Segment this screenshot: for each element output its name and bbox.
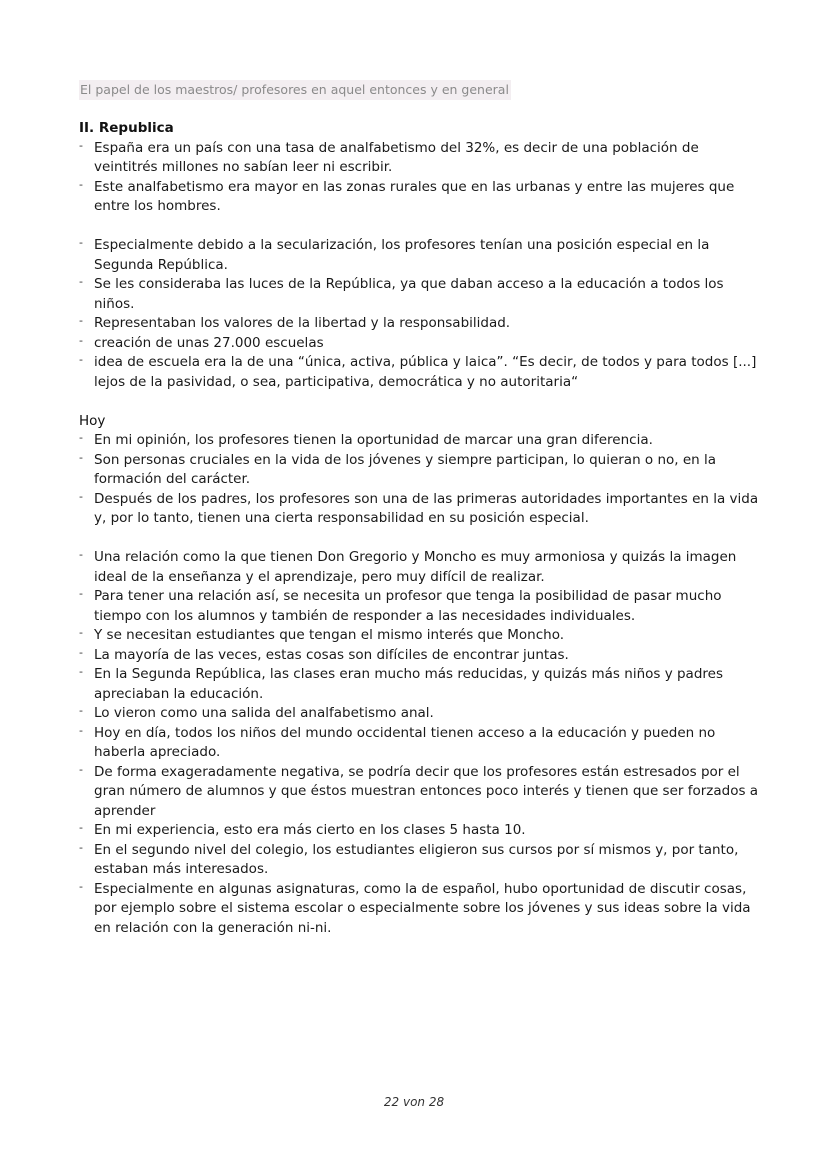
dash-bullet-icon: - [79, 489, 83, 503]
dash-bullet-icon: - [79, 138, 83, 152]
dash-bullet-icon: - [79, 450, 83, 464]
dash-bullet-icon: - [79, 665, 83, 678]
list-item: - Especialmente en algunas asignaturas, como la de español, hubo oportunidad de discutir cosas, por ejemplo sobre el sistema escolar o especialmente sobre los jóvenes y sus ideas sobre la vida en relación con la generación ni-ni. [79, 880, 759, 939]
list-item: - Después de los padres, los profesores son una de las primeras autoridades importantes en la vida y, por lo tanto, tienen una cierta responsabilidad en su posición especial. [79, 490, 759, 529]
dash-bullet-icon: - [79, 645, 83, 659]
section-heading-hoy: Hoy [79, 412, 106, 429]
list-item: - Lo vieron como una salida del analfabetismo anal. [79, 704, 759, 724]
bullet-list [79, 548, 759, 938]
dash-bullet-icon: - [79, 548, 83, 561]
document-body [79, 119, 759, 938]
bullet-list [79, 431, 759, 529]
list-item: - España era un país con una tasa de analfabetismo del 32%, es decir de una población de veintitrés millones no sabían leer ni escribir. [79, 139, 759, 178]
dash-bullet-icon: - [79, 821, 83, 834]
dash-bullet-icon: - [79, 353, 83, 366]
dash-bullet-icon: - [79, 431, 83, 444]
dash-bullet-icon: - [79, 177, 83, 191]
bullet-list [79, 236, 759, 392]
dash-bullet-icon: - [79, 723, 83, 737]
list-item: - La mayoría de las veces, estas cosas son difíciles de encontrar juntas. [79, 646, 759, 666]
dash-bullet-icon: - [79, 762, 83, 776]
dash-bullet-icon: - [79, 587, 83, 600]
section-heading-republica: II. Republica [79, 120, 174, 136]
list-item: - Y se necesitan estudiantes que tengan el mismo interés que Moncho. [79, 626, 759, 646]
list-item: - Hoy en día, todos los niños del mundo occidental tienen acceso a la educación y pueden no haberla apreciado. [79, 724, 759, 763]
page-number: 22 von 28 [383, 1095, 445, 1109]
dash-bullet-icon: - [79, 879, 83, 893]
document-header: El papel de los maestros/ profesores en aquel entonces y en general [79, 80, 511, 100]
list-item: - En el segundo nivel del colegio, los estudiantes eligieron sus cursos por sí mismos y, por tanto, estaban más interesados. [79, 841, 759, 880]
list-item: - Son personas cruciales en la vida de los jóvenes y siempre participan, lo quieran o no, en la formación del carácter. [79, 451, 759, 490]
dash-bullet-icon: - [79, 333, 83, 347]
list-item: - Para tener una relación así, se necesita un profesor que tenga la posibilidad de pasar mucho tiempo con los alumnos y también de responder a las necesidades individuales. [79, 587, 759, 626]
list-item: - En mi opinión, los profesores tienen la oportunidad de marcar una gran diferencia. [79, 431, 759, 451]
dash-bullet-icon: - [79, 275, 83, 288]
list-item: - creación de unas 27.000 escuelas [79, 334, 759, 354]
list-item: - idea de escuela era la de una “única, activa, pública y laica”. “Es decir, de todos y para todos [...] lejos de la pasividad, o sea, participativa, democrática y no autoritaria“ [79, 353, 759, 392]
list-item: - En la Segunda República, las clases eran mucho más reducidas, y quizás más niños y padres apreciaban la educación. [79, 665, 759, 704]
dash-bullet-icon: - [79, 236, 83, 249]
list-item: - Se les consideraba las luces de la República, ya que daban acceso a la educación a todos los niños. [79, 275, 759, 314]
dash-bullet-icon: - [79, 626, 83, 639]
list-item: - De forma exageradamente negativa, se podría decir que los profesores están estresados por el gran número de alumnos y que éstos muestran entonces poco interés y tienen que ser forzados a aprender [79, 763, 759, 822]
list-item: - Una relación como la que tienen Don Gregorio y Moncho es muy armoniosa y quizás la imagen ideal de la enseñanza y el aprendizaje, pero muy difícil de realizar. [79, 548, 759, 587]
dash-bullet-icon: - [79, 704, 83, 717]
list-item: - Representaban los valores de la libertad y la responsabilidad. [79, 314, 759, 334]
dash-bullet-icon: - [79, 840, 83, 854]
list-item: - Este analfabetismo era mayor en las zonas rurales que en las urbanas y entre las mujeres que entre los hombres. [79, 178, 759, 217]
list-item: - En mi experiencia, esto era más cierto en los clases 5 hasta 10. [79, 821, 759, 841]
list-item: - Especialmente debido a la secularización, los profesores tenían una posición especial en la Segunda República. [79, 236, 759, 275]
bullet-list [79, 139, 759, 217]
dash-bullet-icon: - [79, 314, 83, 327]
